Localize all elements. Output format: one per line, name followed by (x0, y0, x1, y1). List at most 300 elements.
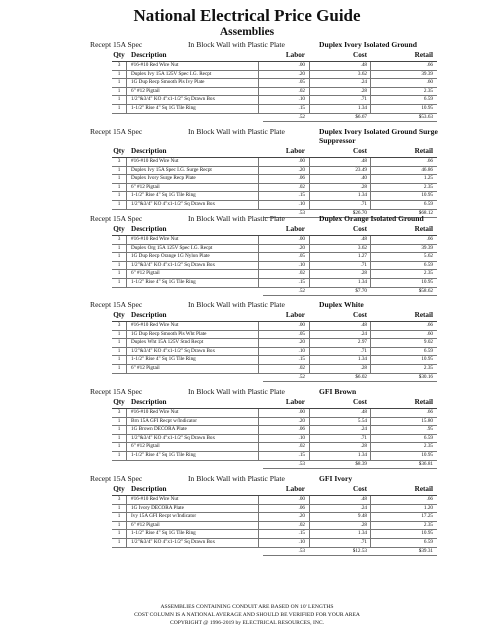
assembly-name-line: Duplex Orange Isolated Ground (319, 214, 424, 223)
cell-qty: 1 (117, 261, 121, 268)
cell-labor: .02 (298, 521, 305, 528)
cell-labor: .00 (298, 322, 305, 328)
table-row (112, 236, 437, 245)
column-header-description: Description (131, 51, 167, 59)
table-row (112, 62, 437, 71)
cell-labor: .02 (298, 87, 305, 94)
section-header (0, 474, 494, 485)
line-items-table (112, 157, 437, 210)
cell-retail: .66 (426, 236, 433, 242)
cell-labor: .02 (298, 183, 305, 190)
cell-qty: 1 (117, 104, 121, 111)
cell-retail: .66 (426, 62, 433, 68)
table-header (112, 485, 437, 495)
table-row (112, 365, 437, 374)
cell-labor: .05 (298, 253, 305, 260)
total-cost: $6.67 (355, 113, 367, 120)
cell-desc: 1/2"&3/4" KO 4"x1-1/2" Sq Drawn Box (131, 434, 216, 441)
total-labor: .52 (298, 287, 305, 294)
line-items-table (112, 321, 437, 374)
cell-labor: .00 (298, 62, 305, 68)
cell-desc: Brn 15A GFI Recpt w/Indicator (131, 417, 197, 424)
column-header-qty: Qty (113, 398, 125, 406)
table-row (112, 192, 437, 201)
cell-retail: 1.25 (423, 175, 433, 182)
column-header-retail: Retail (414, 398, 433, 406)
cell-desc: Duplex Ivy 15A Spec I.G. Surge Recpt (131, 166, 212, 173)
cell-labor: .15 (298, 451, 305, 458)
cell-cost: .71 (360, 347, 367, 354)
total-retail: $39.31 (418, 547, 433, 554)
cell-labor: .05 (298, 79, 305, 86)
cell-cost: .71 (360, 434, 367, 441)
column-header-retail: Retail (414, 485, 433, 493)
cell-qty: 1 (117, 96, 121, 103)
cell-cost: 1.34 (357, 451, 367, 458)
cell-desc: 1G Ivory DECORA Plate (131, 504, 184, 511)
cell-retail: 10.95 (421, 530, 433, 537)
totals-row (112, 114, 437, 122)
table-row (112, 158, 437, 167)
cell-cost: .28 (360, 443, 367, 450)
cell-qty: 1 (117, 79, 121, 86)
cell-retail: 6.59 (423, 261, 433, 268)
totals-row (112, 548, 437, 556)
cell-qty: 1 (117, 513, 121, 520)
table-row (112, 322, 437, 331)
cell-qty: 1 (117, 364, 121, 371)
cell-retail: 5.62 (423, 253, 433, 260)
section-wall-type: In Block Wall with Plastic Plate (188, 387, 285, 396)
total-cost: $8.39 (355, 460, 367, 467)
cell-cost: .48 (360, 409, 367, 415)
footer-line-1: ASSEMBLIES CONTAINING CONDUIT ARE BASED ON 10' LENGTHS (160, 604, 334, 610)
cell-cost: 1.34 (357, 356, 367, 363)
column-header-labor: Labor (285, 398, 305, 406)
section-assembly-name (319, 300, 364, 309)
column-header-qty: Qty (113, 485, 125, 493)
section-wall-type: In Block Wall with Plastic Plate (188, 474, 285, 483)
column-header-description: Description (131, 147, 167, 155)
cell-desc: 6" #12 Pigtail (131, 364, 160, 371)
cell-qty: 1 (117, 270, 121, 277)
cell-cost: .71 (360, 96, 367, 103)
assembly-section (0, 474, 494, 555)
table-row (112, 71, 437, 80)
assembly-section (0, 387, 494, 468)
cell-cost: .48 (360, 496, 367, 502)
cell-qty: 1 (117, 87, 121, 94)
cell-retail: 2.35 (423, 443, 433, 450)
cell-retail: 39.39 (421, 244, 433, 251)
cell-labor: .10 (298, 200, 305, 207)
section-wall-type: In Block Wall with Plastic Plate (188, 127, 285, 136)
table-row (112, 270, 437, 279)
cell-qty: 1 (117, 356, 121, 363)
cell-desc: 1G Dup Recp Orange 1G Nylon Plate (131, 253, 210, 260)
assembly-name-line: Duplex Ivory Isolated Ground Surge (319, 127, 438, 136)
table-row (112, 245, 437, 254)
cell-cost: 5.54 (357, 417, 367, 424)
cell-desc: 1/2"&3/4" KO 4"x1-1/2" Sq Drawn Box (131, 200, 216, 207)
cell-desc: 6" #12 Pigtail (131, 183, 160, 190)
cell-cost: .28 (360, 364, 367, 371)
cell-labor: .06 (298, 504, 305, 511)
column-header-qty: Qty (113, 225, 125, 233)
cell-desc: 6" #12 Pigtail (131, 521, 160, 528)
table-row (112, 435, 437, 444)
section-spec: Recept 15A Spec (90, 474, 143, 483)
table-header (112, 311, 437, 321)
cell-qty: 1 (117, 521, 121, 528)
section-header (0, 214, 494, 225)
cell-labor: .10 (298, 347, 305, 354)
cell-cost: .71 (360, 538, 367, 545)
line-items-table (112, 61, 437, 114)
column-header-labor: Labor (285, 51, 305, 59)
cell-cost: 1.34 (357, 192, 367, 199)
cell-qty: 3 (117, 496, 121, 502)
cell-qty: 3 (117, 236, 121, 242)
cell-desc: #16-#10 Red Wire Nut (131, 62, 179, 68)
cell-desc: Duplex Ivy 15A 125V Spec I.G. Recpt (131, 70, 212, 77)
cell-desc: 1/2"&3/4" KO 4"x1-1/2" Sq Drawn Box (131, 261, 216, 268)
table-row (112, 279, 437, 288)
section-assembly-name (319, 214, 424, 223)
assembly-name-line: Duplex White (319, 300, 364, 309)
table-row (112, 105, 437, 114)
cell-qty: 1 (117, 451, 121, 458)
footer (0, 603, 494, 627)
assembly-name-line-2: Suppressor (319, 136, 356, 145)
column-header-labor: Labor (285, 225, 305, 233)
table-row (112, 175, 437, 184)
assembly-section (0, 214, 494, 295)
section-spec: Recept 15A Spec (90, 127, 143, 136)
cell-cost: 3.62 (357, 70, 367, 77)
cell-cost: .71 (360, 261, 367, 268)
table-row (112, 262, 437, 271)
cell-cost: .24 (360, 330, 367, 337)
cell-cost: .24 (360, 79, 367, 86)
cell-qty: 1 (117, 175, 121, 182)
cell-cost: 23.49 (355, 166, 367, 173)
cell-desc: 1G Dup Recp Smooth Pls Wht Plate (131, 330, 207, 337)
cell-retail: 6.59 (423, 434, 433, 441)
footer-line-2: COST COLUMN IS A NATIONAL AVERAGE AND SHOULD BE VERIFIED FOR YOUR AREA (134, 612, 360, 618)
cell-retail: 10.95 (421, 356, 433, 363)
total-retail: $58.62 (418, 287, 433, 294)
cell-labor: .20 (298, 166, 305, 173)
cell-qty: 1 (117, 538, 121, 545)
cell-labor: .20 (298, 244, 305, 251)
cell-qty: 3 (117, 409, 121, 415)
total-retail: $30.16 (418, 373, 433, 380)
table-row (112, 426, 437, 435)
cell-cost: .28 (360, 521, 367, 528)
cell-desc: 1-1/2" Rise 4" Sq 1G Tile Ring (131, 530, 196, 537)
cell-retail: .95 (426, 426, 433, 433)
cell-qty: 1 (117, 253, 121, 260)
cell-desc: 1G Dup Recp Smooth Pls Ivy Plate (131, 79, 205, 86)
cell-desc: #16-#10 Red Wire Nut (131, 158, 179, 164)
cell-cost: .28 (360, 270, 367, 277)
cell-labor: .15 (298, 530, 305, 537)
line-items-table (112, 495, 437, 548)
cell-desc: Duplex Wht 15A 125V Stnd Recpt (131, 339, 204, 346)
cell-labor: .02 (298, 443, 305, 450)
table-row (112, 530, 437, 539)
cell-desc: #16-#10 Red Wire Nut (131, 322, 179, 328)
cell-retail: .66 (426, 496, 433, 502)
cell-qty: 1 (117, 200, 121, 207)
cell-desc: 1-1/2" Rise 4" Sq 1G Tile Ring (131, 278, 196, 285)
cell-cost: .40 (360, 175, 367, 182)
cell-qty: 1 (117, 417, 121, 424)
column-header-labor: Labor (285, 311, 305, 319)
cell-retail: 9.02 (423, 339, 433, 346)
table-row (112, 452, 437, 461)
table-row (112, 331, 437, 340)
section-wall-type: In Block Wall with Plastic Plate (188, 40, 285, 49)
cell-qty: 1 (117, 244, 121, 251)
cell-retail: .66 (426, 409, 433, 415)
cell-labor: .05 (298, 330, 305, 337)
cell-cost: .24 (360, 426, 367, 433)
cell-labor: .02 (298, 270, 305, 277)
cell-qty: 1 (117, 434, 121, 441)
cell-cost: 1.34 (357, 530, 367, 537)
cell-labor: .10 (298, 96, 305, 103)
total-cost: $7.70 (355, 287, 367, 294)
column-header-description: Description (131, 225, 167, 233)
table-header (112, 398, 437, 408)
cell-retail: 2.35 (423, 364, 433, 371)
section-assembly-name (319, 387, 356, 396)
cell-labor: .15 (298, 104, 305, 111)
cell-labor: .10 (298, 538, 305, 545)
assembly-section (0, 40, 494, 121)
assembly-name-line: GFI Brown (319, 387, 357, 396)
cell-cost: .48 (360, 322, 367, 328)
total-retail: $53.63 (418, 113, 433, 120)
page-subtitle: Assemblies (219, 26, 275, 38)
cell-retail: 2.35 (423, 183, 433, 190)
cell-retail: 2.35 (423, 270, 433, 277)
table-row (112, 443, 437, 452)
section-header (0, 127, 494, 147)
column-header-description: Description (131, 311, 167, 319)
table-header (112, 51, 437, 61)
cell-labor: .02 (298, 364, 305, 371)
cell-retail: 1.20 (423, 504, 433, 511)
cell-qty: 1 (117, 347, 121, 354)
cell-retail: 6.59 (423, 538, 433, 545)
cell-desc: Duplex Ivory Surge Recp Plate (131, 175, 196, 182)
column-header-labor: Labor (285, 485, 305, 493)
assembly-section (0, 127, 494, 217)
table-row (112, 96, 437, 105)
table-row (112, 201, 437, 210)
footer-line-3: COPYRIGHT @ 1996-2019 by ELECTRICAL RESOURCES, INC. (169, 620, 324, 626)
table-row (112, 184, 437, 193)
section-assembly-name (319, 474, 352, 483)
cell-retail: .66 (426, 158, 433, 164)
table-row (112, 522, 437, 531)
cell-desc: 6" #12 Pigtail (131, 87, 160, 94)
total-cost: $6.02 (355, 373, 367, 380)
column-header-retail: Retail (414, 147, 433, 155)
assembly-name-line: GFI Ivory (319, 474, 353, 483)
column-header-qty: Qty (113, 311, 125, 319)
cell-desc: 1G Brown DECORA Plate (131, 426, 187, 433)
table-row (112, 253, 437, 262)
total-labor: .52 (298, 373, 305, 380)
table-row (112, 418, 437, 427)
cell-retail: 10.95 (421, 104, 433, 111)
cell-labor: .20 (298, 339, 305, 346)
cell-cost: .28 (360, 87, 367, 94)
cell-retail: 2.35 (423, 521, 433, 528)
cell-desc: #16-#10 Red Wire Nut (131, 409, 179, 415)
assembly-name-line: Duplex Ivory Isolated Ground (319, 40, 417, 49)
column-header-qty: Qty (113, 147, 125, 155)
cell-qty: 1 (117, 330, 121, 337)
column-header-cost: Cost (353, 398, 367, 406)
cell-cost: 3.62 (357, 244, 367, 251)
column-header-cost: Cost (353, 311, 367, 319)
table-row (112, 539, 437, 548)
column-header-labor: Labor (285, 147, 305, 155)
cell-qty: 1 (117, 530, 121, 537)
cell-desc: 1-1/2" Rise 4" Sq 1G Tile Ring (131, 104, 196, 111)
total-labor: .53 (298, 460, 305, 467)
cell-desc: Ivy 15A GFI Recpt w/Indicator (131, 513, 197, 520)
cell-labor: .00 (298, 158, 305, 164)
column-header-qty: Qty (113, 51, 125, 59)
cell-retail: 6.59 (423, 347, 433, 354)
section-wall-type: In Block Wall with Plastic Plate (188, 214, 285, 223)
column-header-cost: Cost (353, 485, 367, 493)
table-header (112, 147, 437, 157)
cell-retail: 10.95 (421, 192, 433, 199)
cell-qty: 1 (117, 443, 121, 450)
total-cost: $12.53 (352, 547, 367, 554)
cell-retail: 10.95 (421, 278, 433, 285)
cell-cost: 1.34 (357, 278, 367, 285)
table-row (112, 339, 437, 348)
column-header-description: Description (131, 398, 167, 406)
cell-desc: 1/2"&3/4" KO 4"x1-1/2" Sq Drawn Box (131, 347, 216, 354)
cell-labor: .00 (298, 496, 305, 502)
cell-retail: 17.25 (421, 513, 433, 520)
cell-qty: 1 (117, 166, 121, 173)
table-row (112, 496, 437, 505)
section-header (0, 300, 494, 311)
table-row (112, 167, 437, 176)
section-header (0, 40, 494, 51)
cell-cost: 1.34 (357, 104, 367, 111)
cell-qty: 1 (117, 70, 121, 77)
section-spec: Recept 15A Spec (90, 214, 143, 223)
total-labor: .52 (298, 113, 305, 120)
cell-labor: .20 (298, 417, 305, 424)
cell-desc: 1-1/2" Rise 4" Sq 1G Tile Ring (131, 356, 196, 363)
column-header-cost: Cost (353, 147, 367, 155)
column-header-retail: Retail (414, 311, 433, 319)
table-row (112, 513, 437, 522)
cell-desc: 1-1/2" Rise 4" Sq 1G Tile Ring (131, 451, 196, 458)
column-header-cost: Cost (353, 225, 367, 233)
total-labor: .53 (298, 547, 305, 554)
cell-labor: .20 (298, 513, 305, 520)
section-wall-type: In Block Wall with Plastic Plate (188, 300, 285, 309)
totals-row (112, 461, 437, 469)
cell-labor: .15 (298, 356, 305, 363)
cell-retail: 6.59 (423, 200, 433, 207)
assembly-section (0, 300, 494, 381)
cell-desc: 6" #12 Pigtail (131, 270, 160, 277)
cell-retail: 2.35 (423, 87, 433, 94)
cell-desc: 1/2"&3/4" KO 4"x1-1/2" Sq Drawn Box (131, 538, 216, 545)
section-header (0, 387, 494, 398)
table-row (112, 88, 437, 97)
cell-cost: .48 (360, 158, 367, 164)
cell-qty: 1 (117, 192, 121, 199)
table-row (112, 348, 437, 357)
cell-labor: .15 (298, 192, 305, 199)
cell-cost: .24 (360, 504, 367, 511)
cell-cost: 2.97 (357, 339, 367, 346)
cell-cost: .48 (360, 236, 367, 242)
table-row (112, 356, 437, 365)
cell-desc: 1-1/2" Rise 4" Sq 1G Tile Ring (131, 192, 196, 199)
cell-labor: .15 (298, 278, 305, 285)
cell-retail: .60 (426, 330, 433, 337)
total-cost: $26.70 (352, 209, 367, 216)
table-row (112, 79, 437, 88)
line-items-table (112, 408, 437, 461)
cell-retail: 15.80 (421, 417, 433, 424)
cell-cost: 1.27 (357, 253, 367, 260)
cell-labor: .10 (298, 261, 305, 268)
table-row (112, 505, 437, 514)
cell-labor: .06 (298, 426, 305, 433)
column-header-cost: Cost (353, 51, 367, 59)
cell-labor: .00 (298, 409, 305, 415)
cell-retail: 10.95 (421, 451, 433, 458)
cell-qty: 1 (117, 426, 121, 433)
section-spec: Recept 15A Spec (90, 300, 143, 309)
cell-desc: Duplex Org 15A 125V Spec I.G. Recpt (131, 244, 213, 251)
page-title: National Electrical Price Guide (133, 6, 361, 25)
cell-qty: 1 (117, 183, 121, 190)
cell-qty: 1 (117, 504, 121, 511)
cell-retail: .66 (426, 322, 433, 328)
totals-row (112, 288, 437, 296)
cell-qty: 1 (117, 278, 121, 285)
column-header-description: Description (131, 485, 167, 493)
cell-desc: 1/2"&3/4" KO 4"x1-1/2" Sq Drawn Box (131, 96, 216, 103)
total-labor: .53 (298, 209, 305, 216)
cell-cost: .48 (360, 62, 367, 68)
total-retail: $68.12 (418, 209, 433, 216)
cell-cost: .28 (360, 183, 367, 190)
cell-cost: .71 (360, 200, 367, 207)
section-assembly-name (319, 127, 438, 145)
cell-retail: 6.59 (423, 96, 433, 103)
section-spec: Recept 15A Spec (90, 387, 143, 396)
